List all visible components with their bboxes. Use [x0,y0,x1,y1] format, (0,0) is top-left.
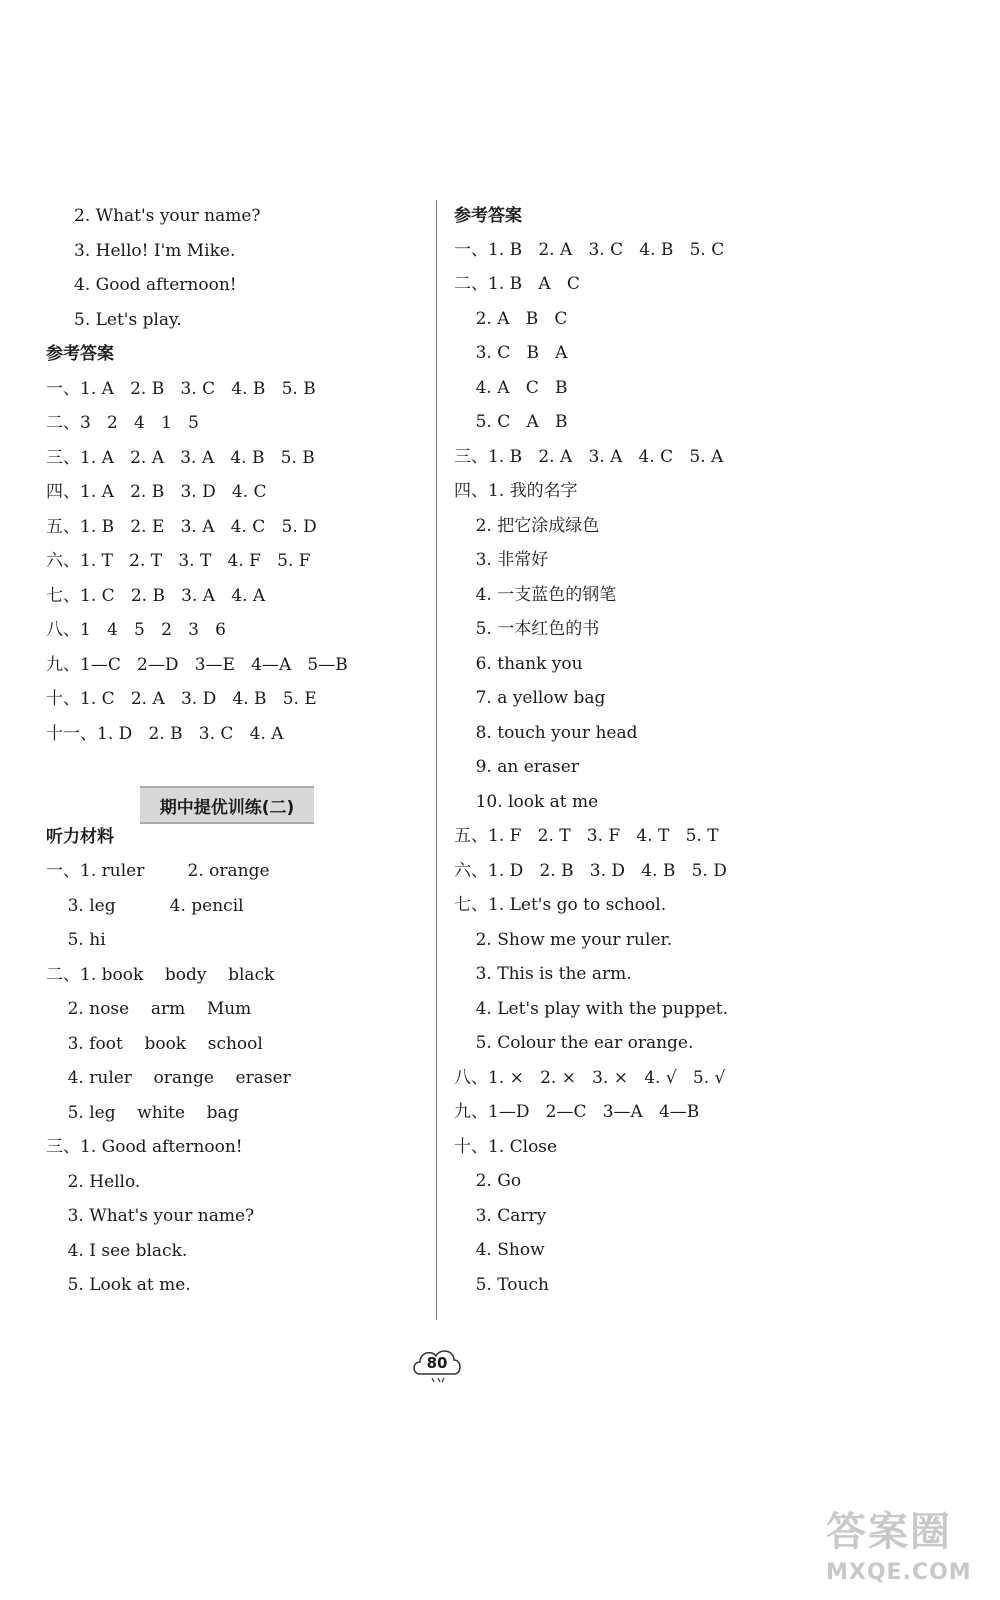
watermark-logo: 答案圈 [826,1509,952,1555]
answer-line: 六、1. D 2. B 3. D 4. B 5. D [454,861,727,881]
answer-line: 4. Let's play with the puppet. [454,999,728,1019]
text-line: 5. leg white bag [46,1103,239,1123]
answer-line: 9. an eraser [454,757,579,777]
answer-line: 2. A B C [454,309,568,329]
watermark-domain: MXQE.COM [826,1560,972,1585]
answer-line: 十、1. C 2. A 3. D 4. B 5. E [46,689,317,709]
text-line: 3. leg 4. pencil [46,896,244,916]
answer-line: 一、1. A 2. B 3. C 4. B 5. B [46,379,316,399]
answer-line: 5. Touch [454,1275,549,1295]
answer-line: 10. look at me [454,792,599,812]
answer-line: 四、1. 我的名字 [454,481,578,501]
answer-line: 4. A C B [454,378,568,398]
answer-line: 三、1. B 2. A 3. A 4. C 5. A [454,447,724,467]
answer-line: 2. 把它涂成绿色 [454,516,600,536]
text-line: 5. hi [46,930,106,950]
text-line: 二、1. book body black [46,965,275,985]
text-line: 2. Hello. [46,1172,141,1192]
page-number-text: 80 [426,1354,448,1372]
text-line: 3. Hello! I'm Mike. [74,241,236,261]
text-line: 3. What's your name? [46,1206,255,1226]
answer-line: 九、1—C 2—D 3—E 4—A 5—B [46,655,348,675]
answer-line: 九、1—D 2—C 3—A 4—B [454,1102,700,1122]
answers-heading: 参考答案 [454,206,522,226]
answer-line: 十、1. Close [454,1137,558,1157]
answer-line: 七、1. Let's go to school. [454,895,667,915]
answer-line: 2. Go [454,1171,522,1191]
text-line: 5. Look at me. [46,1275,191,1295]
answer-line: 一、1. B 2. A 3. C 4. B 5. C [454,240,725,260]
answer-line: 3. Carry [454,1206,547,1226]
answer-line: 7. a yellow bag [454,688,606,708]
listening-heading: 听力材料 [46,827,114,847]
text-line: 4. ruler orange eraser [46,1068,291,1088]
answer-line: 2. Show me your ruler. [454,930,673,950]
text-line: 4. Good afternoon! [74,275,237,295]
text-line: 3. foot book school [46,1034,263,1054]
answer-line: 七、1. C 2. B 3. A 4. A [46,586,266,606]
answer-line: 3. 非常好 [454,550,549,570]
text-line: 4. I see black. [46,1241,188,1261]
answer-line: 四、1. A 2. B 3. D 4. C [46,482,267,502]
answer-line: 五、1. B 2. E 3. A 4. C 5. D [46,517,317,537]
watermark [820,1500,990,1596]
answer-line: 八、1 4 5 2 3 6 [46,620,226,640]
answers-heading: 参考答案 [46,344,114,364]
answer-line: 8. touch your head [454,723,638,743]
section-title: 期中提优训练(二) [140,786,314,824]
answer-line: 六、1. T 2. T 3. T 4. F 5. F [46,551,311,571]
answer-line: 4. 一支蓝色的钢笔 [454,585,617,605]
text-line: 5. Let's play. [74,310,182,330]
answer-line: 5. Colour the ear orange. [454,1033,694,1053]
answer-line: 5. 一本红色的书 [454,619,600,639]
text-line: 三、1. Good afternoon! [46,1137,243,1157]
answer-line: 4. Show [454,1240,545,1260]
text-line: 2. What's your name? [74,206,261,226]
answer-line: 三、1. A 2. A 3. A 4. B 5. B [46,448,315,468]
answer-line: 3. C B A [454,343,568,363]
answer-line: 6. thank you [454,654,583,674]
text-line: 一、1. ruler 2. orange [46,861,270,881]
answer-line: 五、1. F 2. T 3. F 4. T 5. T [454,826,719,846]
answer-line: 二、3 2 4 1 5 [46,413,199,433]
answer-line: 十一、1. D 2. B 3. C 4. A [46,724,284,744]
answer-line: 5. C A B [454,412,568,432]
page-number [410,1344,464,1386]
answer-line: 八、1. × 2. × 3. × 4. √ 5. √ [454,1068,726,1088]
text-line: 2. nose arm Mum [46,999,252,1019]
answer-line: 3. This is the arm. [454,964,632,984]
column-divider [436,200,437,1320]
answer-line: 二、1. B A C [454,274,580,294]
